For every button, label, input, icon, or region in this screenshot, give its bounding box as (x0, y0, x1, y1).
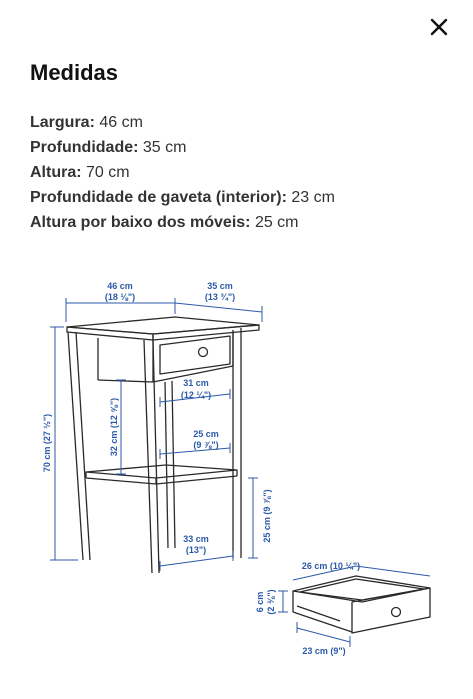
height-label: 70 cm (27 ½") (42, 413, 52, 473)
drawer-depth-label: 23 cm (9") (302, 646, 346, 656)
spec-drawer-depth: Profundidade de gaveta (interior): 23 cm (30, 189, 335, 206)
drawer-front-width-cm-label: 31 cm (183, 378, 209, 388)
drawer-height-cm-label: 6 cm (255, 591, 265, 613)
close-icon (429, 17, 449, 37)
width-in-label: (18 ⅛") (104, 292, 136, 302)
page-title: Medidas (30, 60, 119, 85)
dimension-diagram (0, 270, 473, 690)
spec-list (30, 110, 335, 235)
depth-cm-label: 35 cm (207, 281, 233, 291)
shelf-depth-in-label: (9 ⅞") (193, 440, 219, 450)
spec-depth: Profundidade: 35 cm (30, 139, 187, 156)
leg-span-in-label: (13") (185, 545, 207, 555)
width-cm-label: 46 cm (107, 281, 133, 291)
leg-span-cm-label: 33 cm (183, 534, 209, 544)
drawer-dimension-labels (255, 561, 360, 656)
shelf-depth-cm-label: 25 cm (193, 429, 219, 439)
clearance-label: 25 cm (9 ⅞") (262, 489, 272, 543)
shelf-height-label: 32 cm (12 ⅝") (109, 397, 119, 457)
spec-width: Largura: 46 cm (30, 114, 143, 131)
drawer-drawing (293, 576, 430, 633)
spec-height: Altura: 70 cm (30, 164, 130, 181)
close-button[interactable] (424, 12, 454, 42)
drawer-width-label: 26 cm (10 ¼") (301, 561, 361, 571)
drawer-dimension-lines (278, 566, 430, 647)
depth-in-label: (13 ¾") (204, 292, 236, 302)
spec-clearance: Altura por baixo dos móveis: 25 cm (30, 214, 299, 231)
drawer-height-in-label: (2 ⅜") (266, 589, 276, 615)
drawer-front-width-in-label: (12 ¼") (180, 390, 212, 400)
